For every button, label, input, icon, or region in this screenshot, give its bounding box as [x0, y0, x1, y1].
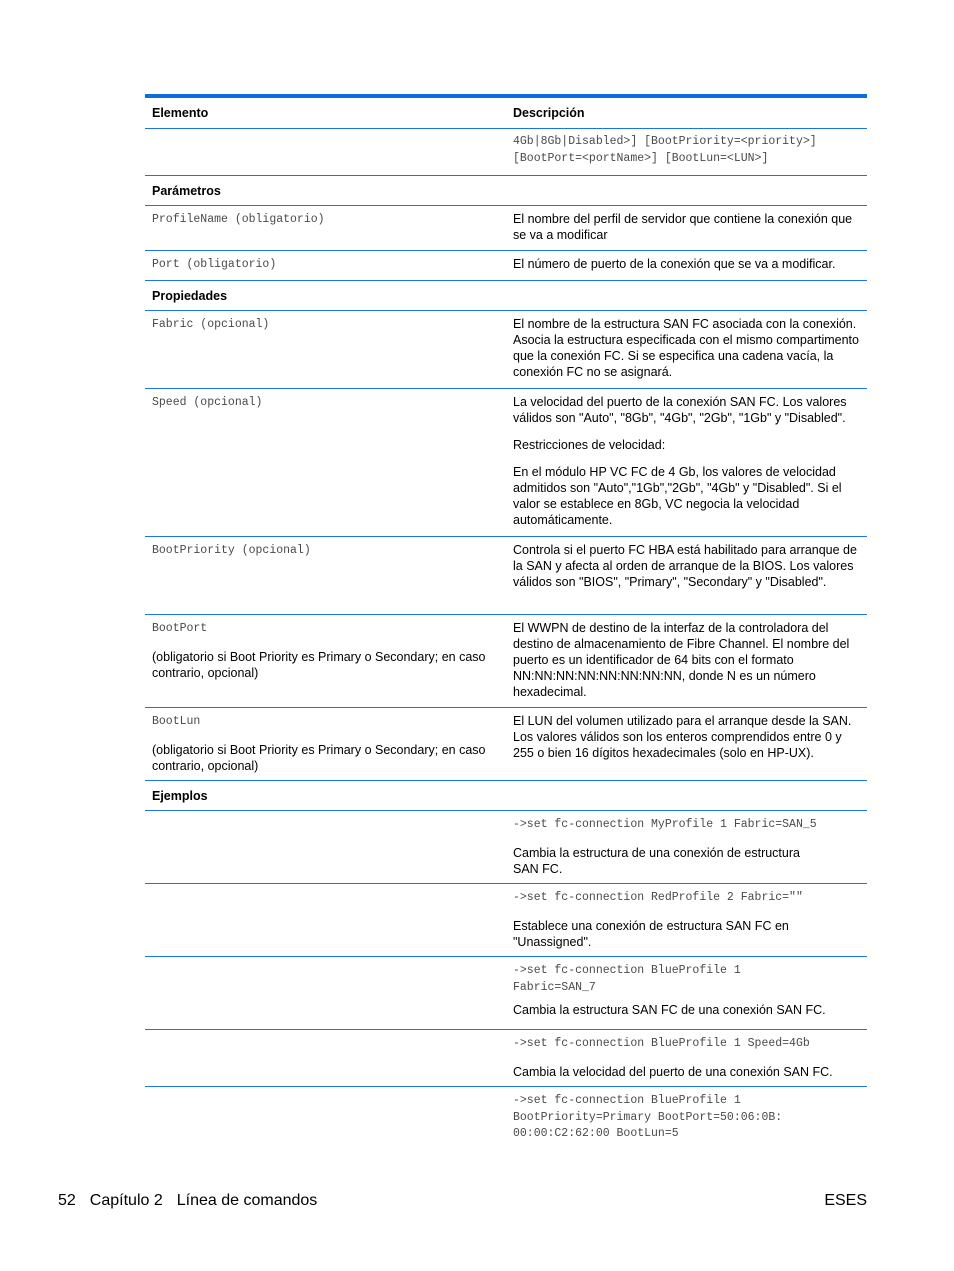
section-title: Parámetros	[152, 183, 221, 198]
example-command: ->set fc-connection RedProfile 2 Fabric=""	[513, 891, 803, 904]
prop-note: (obligatorio si Boot Priority es Primary o Secondary; en caso contrario, opcional)	[152, 742, 486, 773]
param-desc: El número de puerto de la conexión que se va a modificar.	[513, 257, 836, 271]
example-desc: Cambia la velocidad del puerto de una conexión SAN FC.	[513, 1064, 833, 1079]
table-row	[145, 537, 867, 615]
table-row	[145, 129, 867, 176]
param-name: Port (obligatorio)	[152, 258, 277, 271]
section-row-ejemplos	[145, 781, 867, 811]
table-row	[145, 311, 867, 389]
table-row	[145, 615, 867, 708]
prop-note: (obligatorio si Boot Priority es Primary o Secondary; en caso contrario, opcional)	[152, 649, 486, 680]
language-code: ESES	[824, 1192, 867, 1209]
section-title: Propiedades	[152, 288, 228, 303]
page-footer	[58, 1192, 867, 1210]
prop-desc: Restricciones de velocidad:	[513, 438, 666, 452]
prop-desc: En el módulo HP VC FC de 4 Gb, los valores de velocidad admitidos son "Auto","1Gb","2Gb", "4Gb" y "Disabled". Si el valor se establece en 8Gb, VC negocia la velocidad automáticamente.	[513, 465, 842, 527]
prop-name: BootLun	[152, 715, 201, 728]
section-row-propiedades	[145, 281, 867, 311]
table-row	[145, 884, 867, 957]
section-row-parametros	[145, 176, 867, 206]
table-row	[145, 1087, 867, 1157]
table-row	[145, 389, 867, 537]
table-row	[145, 811, 867, 884]
chapter-label: Capítulo 2	[89, 1192, 163, 1209]
param-desc: El nombre del perfil de servidor que contiene la conexión que se va a modificar	[513, 212, 853, 242]
command-table	[145, 94, 867, 1157]
header-elemento: Elemento	[152, 106, 209, 120]
table-row	[145, 1030, 867, 1087]
param-name: ProfileName (obligatorio)	[152, 213, 325, 226]
prop-desc: La velocidad del puerto de la conexión SAN FC. Los valores válidos son "Auto", "8Gb", "4Gb", "2Gb", "1Gb" y "Disabled".	[513, 395, 847, 425]
example-desc: Cambia la estructura de una conexión de estructura SAN FC.	[513, 845, 800, 876]
table-row	[145, 957, 867, 1030]
example-desc: Establece una conexión de estructura SAN FC en "Unassigned".	[513, 918, 789, 949]
prop-desc: El WWPN de destino de la interfaz de la controladora del destino de almacenamiento de Fibre Channel. El nombre del puerto es un identificador de 64 bits con el formato NN:NN:NN:NN:NN:NN:NN:NN, donde N es un número hexadecimal.	[513, 621, 850, 699]
prop-desc: El LUN del volumen utilizado para el arranque desde la SAN. Los valores válidos son los enteros comprendidos entre 0 y 255 o bien 16 dígitos hexadecimales (solo en HP-UX).	[513, 714, 852, 760]
example-command: ->set fc-connection BlueProfile 1 Speed=4Gb	[513, 1037, 810, 1050]
table-header-row	[145, 98, 867, 129]
prop-desc: El nombre de la estructura SAN FC asociada con la conexión. Asocia la estructura especificada con el mismo compartimento que la conexión FC. Si se especifica una cadena vacía, la conexión FC no se asignará.	[513, 317, 859, 379]
table-row	[145, 708, 867, 781]
example-command: ->set fc-connection BlueProfile 1 BootPriority=Primary BootPort=50:06:0B: 00:00:C2:62:00 BootLun=5	[513, 1094, 783, 1140]
page-number: 52	[58, 1192, 76, 1209]
chapter-title: Línea de comandos	[176, 1192, 318, 1209]
example-command: ->set fc-connection BlueProfile 1 Fabric=SAN_7	[513, 964, 741, 994]
table-row	[145, 206, 867, 251]
header-descripcion: Descripción	[513, 106, 585, 120]
prop-name: Speed (opcional)	[152, 396, 263, 409]
example-command: ->set fc-connection MyProfile 1 Fabric=SAN_5	[513, 818, 817, 831]
table-row	[145, 251, 867, 281]
syntax-continuation: 4Gb|8Gb|Disabled>] [BootPriority=<priority>] [BootPort=<portName>] [BootLun=<LUN>]	[513, 135, 817, 165]
section-title: Ejemplos	[152, 788, 208, 803]
example-desc: Cambia la estructura SAN FC de una conexión SAN FC.	[513, 1003, 826, 1017]
prop-name: BootPriority (opcional)	[152, 544, 311, 557]
prop-name: Fabric (opcional)	[152, 318, 270, 331]
prop-name: BootPort	[152, 622, 208, 635]
prop-desc: Controla si el puerto FC HBA está habilitado para arranque de la SAN y afecta al orden de arranque de la BIOS. Los valores válidos son "BIOS", "Primary", "Secondary" y "Disabled".	[513, 543, 857, 589]
